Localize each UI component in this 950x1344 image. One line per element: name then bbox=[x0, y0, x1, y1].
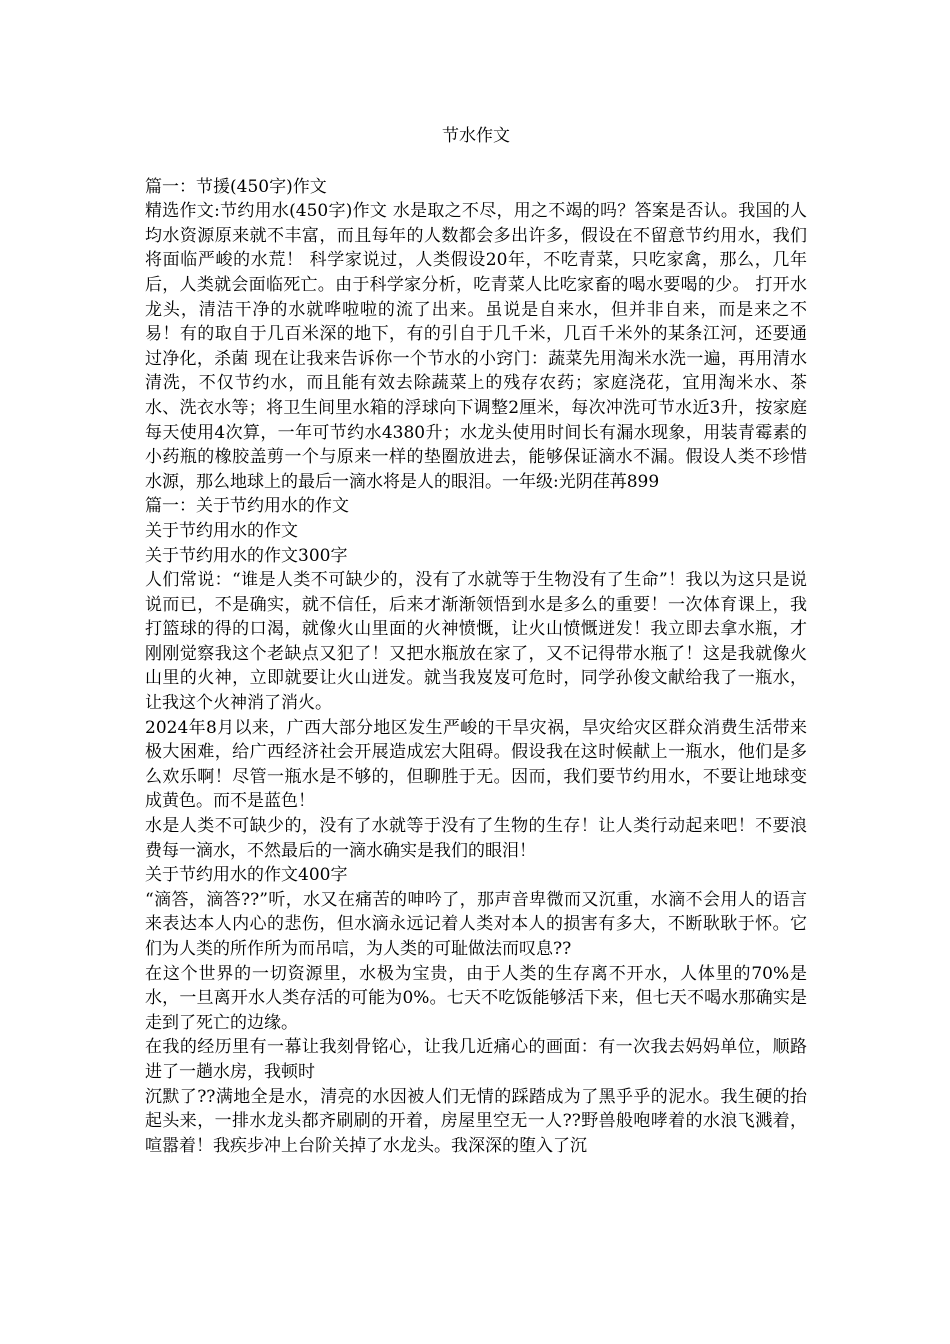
paragraph-5: 关于节约用水的作文300字 bbox=[145, 545, 348, 566]
paragraph-6: 人们常说：“谁是人类不可缺少的，没有了水就等于生物没有了生命”！我以为这只是说说而已，不是确实，就不信任，后来才渐渐领悟到水是多么的重要！一次体育课上，我打篮球的得的口渴，就像火山里面的火神愤慨，让火山愤慨迸发！我立即去拿水瓶，才刚刚觉察我这个老缺点又犯了！又把水瓶放在家了，又不记得带水瓶了！这是我就像火山里的火神，立即就要让火山迸发。就当我岌岌可危时，同学孙俊文献给我了一瓶水，让我这个火神消了消火。 bbox=[145, 570, 807, 714]
document-body bbox=[145, 175, 807, 1159]
paragraph-7: 2024年8月以来，广西大部分地区发生严峻的干旱灾祸，旱灾给灾区群众消费生活带来极大困难，给广西经济社会开展造成宏大阻碍。假设我在这时候献上一瓶水，他们是多么欢乐啊！尽管一瓶水是不够的，但聊胜于无。因而，我们要节约用水，不要让地球变成黄色。而不是蓝色！ bbox=[145, 717, 807, 812]
paragraph-13: 沉默了??满地全是水，清亮的水因被人们无情的踩踏成为了黑乎乎的泥水。我生硬的抬起头来，一排水龙头都齐刷刷的开着，房屋里空无一人??野兽般咆哮着的水浪飞溅着，喧嚣着！我疾步冲上台阶关掉了水龙头。我深深的堕入了沉 bbox=[145, 1086, 807, 1156]
document-page bbox=[145, 124, 807, 1158]
paragraph-8: 水是人类不可缺少的，没有了水就等于没有了生物的生存！让人类行动起来吧！不要浪费每一滴水，不然最后的一滴水确实是我们的眼泪！ bbox=[145, 816, 807, 861]
paragraph-2: 精选作文:节约用水(450字)作文 水是取之不尽，用之不竭的吗？答案是否认。我国的人均水资源原来就不丰富，而且每年的人数都会多出许多，假设在不留意节约用水，我们将面临严峻的水荒！ 科学家说过，人类假设20年，不吃青菜，只吃家禽，那么，几年后，人类就会面临死亡。由于科学家分析，吃青菜人比吃家畜的喝水要喝的少。 打开水龙头，清洁干净的水就哗啦啦的流了出来。虽说是自来水，但并非自来，而是来之不易！有的取自于几百米深的地下，有的引自于几千米，几百千米外的某条江河，还要通过净化，杀菌 现在让我来告诉你一个节水的小窍门：蔬菜先用淘米水洗一遍，再用清水清洗，不仅节约水，而且能有效去除蔬菜上的残存农药；家庭浇花，宜用淘米水、茶水、洗衣水等；将卫生间里水箱的浮球向下调整2厘米，每次冲洗可节水近3升，按家庭每天使用4次算，一年可节约水4380升；水龙头使用时间长有漏水现象，用装青霉素的小药瓶的橡胶盖剪一个与原来一样的垫圈放进去，能够保证滴水不漏。假设人类不珍惜水源，那么地球上的最后一滴水将是人的眼泪。一年级:光阴荏苒899 bbox=[145, 201, 807, 492]
paragraph-12: 在我的经历里有一幕让我刻骨铭心，让我几近痛心的画面：有一次我去妈妈单位，顺路进了一趟水房，我顿时 bbox=[145, 1037, 807, 1082]
paragraph-4: 关于节约用水的作文 bbox=[145, 520, 298, 541]
paragraph-10: “滴答，滴答??”听，水又在痛苦的呻吟了，那声音卑微而又沉重，水滴不会用人的语言来表达本人内心的悲伤，但水滴永远记着人类对本人的损害有多大，不断耿耿于怀。它们为人类的所作所为而吊唁，为人类的可耻做法而叹息?? bbox=[145, 889, 807, 959]
paragraph-9: 关于节约用水的作文400字 bbox=[145, 865, 348, 886]
paragraph-1: 篇一：节援(450字)作文 bbox=[145, 176, 327, 197]
paragraph-11: 在这个世界的一切资源里，水极为宝贵，由于人类的生存离不开水，人体里的70%是水，一旦离开水人类存活的可能为0%。七天不吃饭能够活下来，但七天不喝水那确实是走到了死亡的边缘。 bbox=[145, 963, 807, 1033]
paragraph-3: 篇一：关于节约用水的作文 bbox=[145, 496, 349, 517]
document-title: 节水作文 bbox=[442, 126, 510, 146]
